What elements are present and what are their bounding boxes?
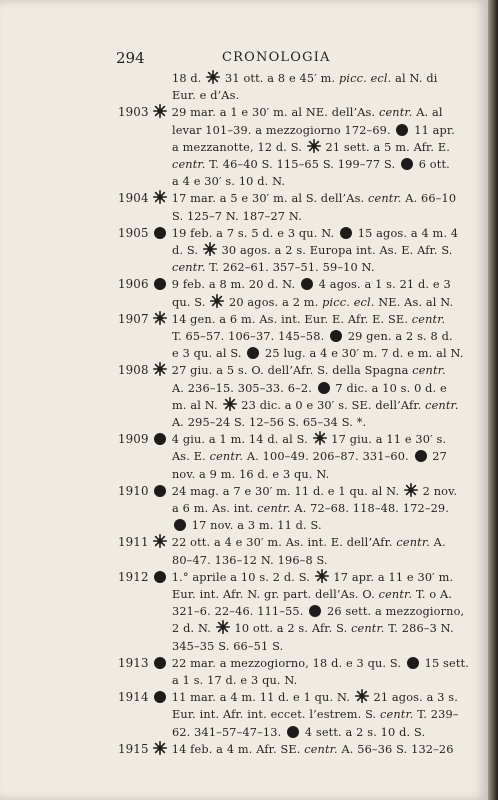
entry-text [152,362,446,379]
entry-text [152,104,443,121]
text-segment: T. 239– [413,708,459,722]
text-segment: 321–6. 22–46. 111–55. [172,605,308,619]
text-line [118,311,448,328]
text-segment: A. 100–49. 206–87. 331–60. [243,450,413,464]
text-line [118,328,453,345]
entry-continuation [172,517,322,534]
text-line [118,638,448,655]
text-segment: a mezzanotte, 12 d. S. [172,140,306,154]
text-line [118,741,454,758]
italic-term: picc. ecl. [339,72,392,85]
text-segment: 17 apr. a 11 e 30′ m. [329,570,454,584]
lunar-eclipse-icon [287,726,299,738]
lunar-eclipse-icon [318,382,330,394]
solar-eclipse-icon [153,534,167,548]
text-line [118,706,459,723]
year-label: 1912 [118,569,149,584]
year-label: 1914 [118,690,149,705]
text-segment: A. 56–36 S. 132–26 [337,742,454,756]
text-line [118,500,448,517]
text-segment: 23 dic. a 0 e 30′ s. SE. dell’Afr. [237,398,426,412]
text-segment: A. 295–24 S. 12–56 S. 65–34 S. *. [172,416,367,429]
text-segment: levar 101–39. a mezzogiorno 172–69. [172,123,395,137]
italic-term: centr. [209,450,244,464]
year-label: 1904 [118,191,149,206]
text-line [118,70,448,87]
text-segment: 14 gen. a 6 m. As. int. Eur. E. Afr. E. SE. [168,312,412,326]
text-segment: 27 [428,450,447,464]
text-segment: 14 feb. a 4 m. Afr. SE. [168,742,305,756]
text-segment: al N. di [391,72,438,85]
italic-term: centr. [368,192,402,206]
text-line [118,431,448,448]
text-segment: 22 mar. a mezzogiorno, 18 d. e 3 qu. S. [168,656,405,670]
text-segment: 19 feb. a 7 s. 5 d. e 3 qu. N. [168,226,339,240]
entry-continuation [172,380,447,397]
text-line [118,586,453,603]
entry-continuation [172,139,450,156]
text-segment: a 6 m. As. int. [172,502,258,515]
italic-term: centr. [425,398,459,412]
solar-eclipse-icon [153,362,167,376]
entry-text [152,431,446,448]
italic-term: centr. [172,261,206,275]
solar-eclipse-icon [223,397,237,411]
solar-eclipse-icon [210,294,224,308]
year-label: 1909 [118,432,149,447]
text-segment: T. o A. [412,588,453,601]
text-segment: 62. 341–57–47–13. [172,725,286,739]
solar-eclipse-icon [315,569,329,583]
entry-text [152,190,456,207]
text-segment: 26 sett. a mezzogiorno, [323,605,465,619]
solar-eclipse-icon [203,242,217,256]
entry-continuation [172,208,302,225]
text-line [118,466,448,483]
italic-term: centr. [378,588,413,601]
text-line [118,104,448,121]
text-segment: 22 ott. a 4 e 30′ m. As. int. E. dell’Afr. [168,536,397,550]
text-segment: T. 286–3 N. [384,622,454,636]
text-line [118,208,448,225]
entry-continuation [172,724,425,741]
text-line [118,397,459,414]
entry-text [152,741,454,758]
text-segment: 11 apr. [410,123,455,137]
lunar-eclipse-icon [154,227,166,239]
text-line [118,689,458,706]
text-segment: 15 agos. a 4 m. 4 [354,226,459,240]
text-line [118,724,448,741]
running-title: CRONOLOGIA [222,50,331,65]
page-header [0,49,488,69]
lunar-eclipse-icon [407,657,419,669]
solar-eclipse-icon [404,483,418,497]
text-line [118,517,448,534]
text-line [118,603,465,620]
lunar-eclipse-icon [330,330,342,342]
solar-eclipse-icon [307,139,321,153]
text-line [118,190,457,207]
text-line [118,483,458,500]
text-segment: 21 sett. a 5 m. Afr. E. [321,140,450,154]
solar-eclipse-icon [216,620,230,634]
text-segment: 9 feb. a 8 m. 20 d. N. [168,278,299,292]
entry-text [152,483,457,500]
text-line [118,122,455,139]
text-line [118,345,464,362]
text-line [118,362,448,379]
italic-term: centr. [396,536,430,550]
text-segment: qu. S. [172,295,210,309]
entry-continuation [172,294,453,311]
entry-continuation [172,466,329,483]
italic-term: centr. [304,742,338,756]
text-segment: 10 ott. a 2 s. Afr. S. [230,622,352,636]
entry-continuation [172,500,449,517]
text-segment: As. E. [172,450,210,464]
text-segment: 27 giu. a 5 s. O. dell’Afr. S. della Spagna [168,364,413,378]
text-segment: T. 46–40 S. 115–65 S. 199–77 S. [205,158,399,171]
text-segment: 80–47. 136–12 N. 196–8 S. [172,553,328,567]
entry-continuation [172,156,450,173]
text-segment: A. [429,536,446,550]
text-line [118,242,453,259]
text-segment: 17 nov. a 3 m. 11 d. S. [188,519,322,533]
solar-eclipse-icon [153,104,167,118]
text-segment: 29 mar. a 1 e 30′ m. al NE. dell’As. [168,106,379,120]
text-segment: T. 262–61. 357–51. 59–10 N. [205,261,375,275]
entry-continuation [172,448,447,465]
text-segment: 25 lug. a 4 e 30′ m. 7 d. e m. al N. [261,347,464,361]
italic-term: centr. [380,708,414,722]
italic-term: centr. [257,502,291,515]
solar-eclipse-icon [313,431,327,445]
text-segment: nov. a 9 m. 16 d. e 3 qu. N. [172,467,330,481]
entry-continuation [172,706,459,723]
lunar-eclipse-icon [154,485,166,497]
text-segment: A. al [412,106,443,120]
entry-continuation [172,586,452,603]
italic-term: centr. [172,158,206,171]
text-segment: Eur. int. Afr. N. gr. part. dell’As. O. [172,588,379,601]
italic-term: picc. ecl. [322,295,375,309]
text-segment: m. al N. [172,398,222,412]
solar-eclipse-icon [206,70,220,84]
text-segment: d. S. [172,244,202,257]
lunar-eclipse-icon [154,691,166,703]
text-segment: Eur. e d’As. [172,89,240,103]
lunar-eclipse-icon [415,450,427,462]
italic-term: centr. [411,312,446,326]
lunar-eclipse-icon [154,433,166,445]
italic-term: centr. [378,106,413,120]
text-segment: A. 66–10 [401,192,457,206]
text-segment: 4 agos. a 1 s. 21 d. e 3 [314,278,451,292]
entry-continuation [172,620,454,637]
text-line [118,294,454,311]
entry-continuation [172,552,328,569]
text-segment: Eur. int. Afr. int. eccet. l’estrem. S. [172,708,381,722]
entry-text [152,534,446,551]
text-segment: a 1 s. 17 d. e 3 qu. N. [172,674,298,687]
text-segment: 24 mag. a 7 e 30′ m. 11 d. e 1 qu. al N. [168,484,403,498]
text-line [118,552,448,569]
lunar-eclipse-icon [154,278,166,290]
entry-text [152,655,469,672]
text-segment: 31 ott. a 8 e 45′ m. [221,72,340,85]
lunar-eclipse-icon [340,227,352,239]
text-segment: 29 gen. a 2 s. 8 d. [344,330,453,343]
text-line [118,139,448,156]
italic-term: centr. [412,364,446,378]
text-segment: 17 mar. a 5 e 30′ m. al S. dell’As. [168,192,369,206]
entry-continuation [172,328,453,345]
lunar-eclipse-icon [401,158,413,170]
year-label: 1903 [118,105,149,120]
book-spine [488,0,498,800]
text-segment: 4 sett. a 2 s. 10 d. S. [301,725,426,739]
text-line [118,672,448,689]
text-segment: 17 giu. a 11 e 30′ s. [327,433,447,447]
solar-eclipse-icon [153,311,167,325]
entry-text [152,569,453,586]
lunar-eclipse-icon [396,124,408,136]
entry-continuation [172,603,464,620]
year-label: 1913 [118,655,149,670]
solar-eclipse-icon [153,741,167,755]
text-segment: A. 236–15. 305–33. 6–2. [172,381,316,395]
text-line [118,276,451,293]
lunar-eclipse-icon [247,347,259,359]
lunar-eclipse-icon [309,605,321,617]
text-segment: a 4 e 30′ s. 10 d. N. [172,175,286,189]
solar-eclipse-icon [355,689,369,703]
entry-continuation [172,345,464,362]
entry-continuation [172,87,239,104]
text-segment: 15 sett. [420,656,469,670]
entry-text [152,689,458,706]
text-line [118,620,454,637]
text-segment: NE. As. al N. [374,295,454,309]
year-label: 1906 [118,277,149,292]
text-line [118,655,469,672]
year-label: 1910 [118,483,149,498]
text-segment: 6 ott. [414,158,450,171]
year-label: 1908 [118,363,149,378]
text-line [118,414,448,431]
entry-text [152,225,458,242]
year-label: 1905 [118,225,149,240]
entry-continuation [172,414,366,431]
entry-continuation [172,672,297,689]
entry-text [152,311,445,328]
text-line [118,569,454,586]
text-segment: S. 125–7 N. 187–27 N. [172,209,302,223]
text-segment: 30 agos. a 2 s. Europa int. As. E. Afr. S. [217,244,453,257]
text-segment: T. 65–57. 106–37. 145–58. [172,330,329,343]
text-segment: 4 giu. a 1 m. 14 d. al S. [168,433,312,447]
text-line [118,448,448,465]
text-segment: 1.° aprile a 10 s. 2 d. S. [168,570,314,584]
lunar-eclipse-icon [174,519,186,531]
text-line [118,259,448,276]
text-segment: e 3 qu. al S. [172,347,246,361]
entry-continuation [172,173,285,190]
entry-continuation [172,70,438,87]
entry-continuation [172,122,455,139]
lunar-eclipse-icon [154,571,166,583]
text-segment: 18 d. [172,72,206,85]
entry-continuation [172,397,459,414]
text-segment: 2 nov. [418,484,458,498]
year-label: 1907 [118,311,149,326]
entry-continuation [172,242,453,259]
italic-term: centr. [351,622,385,636]
entry-continuation [172,259,375,276]
text-segment: 345–35 S. 66–51 S. [172,639,284,653]
text-line [118,173,448,190]
text-segment: 21 agos. a 3 s. [369,691,458,705]
text-segment: A. 72–68. 118–48. 172–29. [290,502,449,515]
page-number: 294 [116,49,145,67]
entry-text [152,276,451,293]
lunar-eclipse-icon [301,278,313,290]
year-label: 1915 [118,741,149,756]
entry-continuation [172,638,283,655]
year-label: 1911 [118,535,149,550]
text-segment: 7 dic. a 10 s. 0 d. e [331,381,447,395]
text-segment: 2 d. N. [172,622,215,636]
text-line [118,87,448,104]
text-line [118,534,448,551]
text-line [118,380,448,397]
text-line [118,156,448,173]
text-segment: 11 mar. a 4 m. 11 d. e 1 qu. N. [168,691,354,705]
solar-eclipse-icon [153,190,167,204]
text-line [118,225,459,242]
text-segment: 20 agos. a 2 m. [225,295,323,309]
lunar-eclipse-icon [154,657,166,669]
